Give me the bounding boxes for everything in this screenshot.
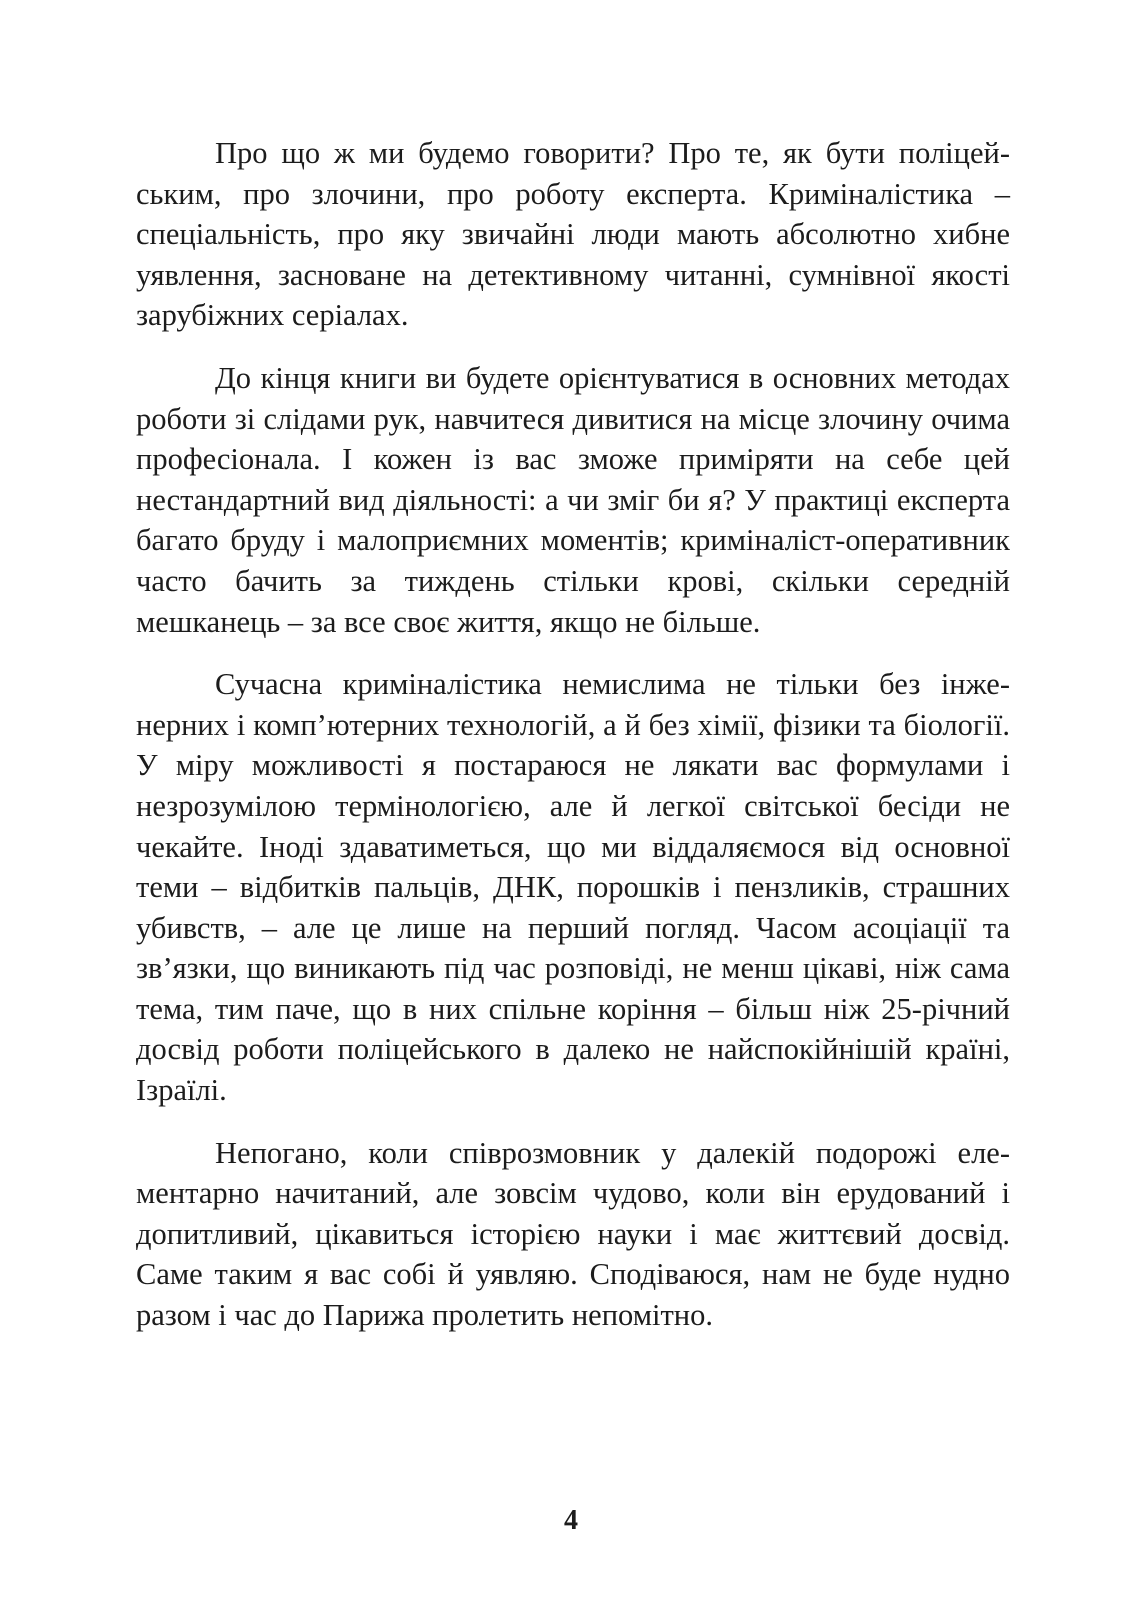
body-text [136,133,1010,1358]
page-number: 4 [564,1505,578,1536]
paragraph-3: Сучасна криміналістика немислима не тільки без інженерних і комп’ютерних технологій, а й без хімії, фізики та біології. У міру можливості я постараюся не лякати вас формулами і незрозумілою термінологією, але й легкої світської бесіди не чекайте. Іноді здаватиметься, що ми віддаляємося від основної теми – відбитків пальців, ДНК, порошків і пензликів, страшних убивств, – але це лише на перший погляд. Часом асоціації та зв’язки, що виникають під час розповіді, не менш цікаві, ніж сама тема, тим паче, що в них спільне коріння – більш ніж 25-річний досвід роботи поліцейського в далеко не найспокійнішій країні, Ізраїлі. [136,667,1010,1108]
paragraph-4: Непогано, коли співрозмовник у далекій подорожі елементарно начитаний, але зовсім чудово, коли він ерудований і допитливий, цікавиться історією науки і має життєвий досвід. Саме таким я вас собі й уявляю. Сподіваюся, нам не буде нудно разом і час до Парижа пролетить непомітно. [136,1135,1010,1333]
paragraph-2: До кінця книги ви будете орієнтуватися в основних методах роботи зі слідами рук, навчитеся дивитися на місце злочину очима професіонала. І кожен із вас зможе приміряти на себе цей нестандартний вид діяльності: а чи зміг би я? У практиці експерта багато бруду і малоприємних моментів; криміналіст-оперативник часто бачить за тиждень стільки крові, скільки середній мешканець – за все своє життя, якщо не більше. [136,360,1010,639]
paragraph-1: Про що ж ми будемо говорити? Про те, як бути поліцейським, про злочини, про роботу експерта. Криміналістика – спеціальність, про яку звичайні люди мають абсолютно хибне уявлення, засноване на детективному читанні, сумнівної якості зарубіжних серіалах. [136,136,1010,333]
